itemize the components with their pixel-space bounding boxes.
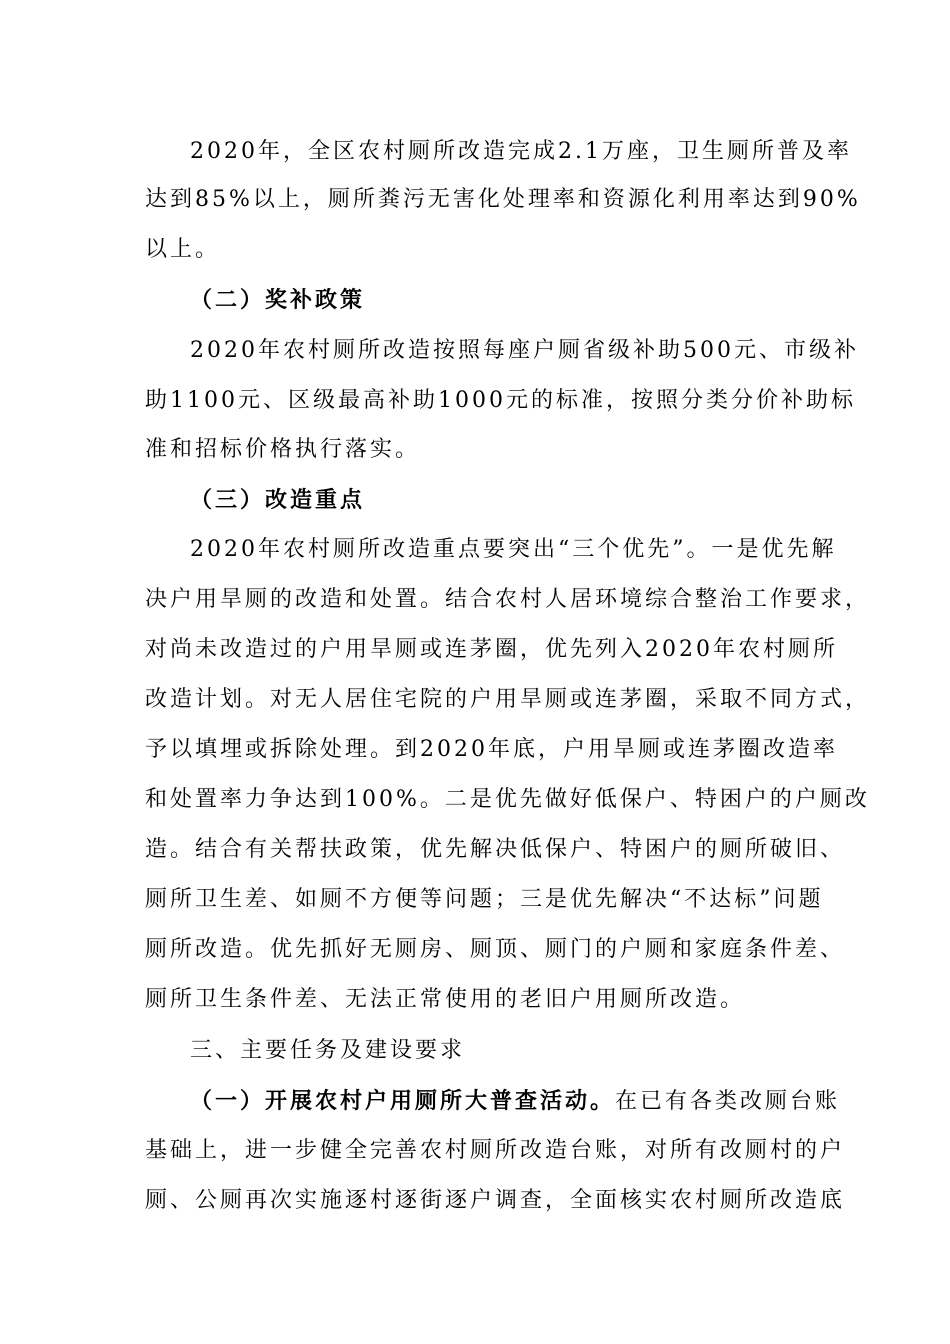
paragraph-line-with-lead [190,1086,841,1117]
paragraph-line: 对尚未改造过的户用旱厕或连茅圈，优先列入2020年农村厕所 [145,637,838,662]
chapter-heading-main-tasks: 三、主要任务及建设要求 [190,1038,466,1063]
section-heading-subsidy-policy: （二）奖补政策 [190,287,366,313]
paragraph-line: 助1100元、区级最高补助1000元的标准，按照分类分价补助标 [145,388,856,413]
paragraph-line: 决户用旱厕的改造和处置。结合农村人居环境综合整治工作要求， [145,587,871,612]
inline-bold-lead: （一）开展农村户用厕所大普查活动。 [190,1088,616,1114]
section-heading-renovation-focus: （三）改造重点 [190,487,366,513]
paragraph-line: 基础上，进一步健全完善农村厕所改造台账，对所有改厕村的户 [145,1138,846,1163]
paragraph-line: 造。结合有关帮扶政策，优先解决低保户、特困户的厕所破旧、 [145,837,846,862]
paragraph-line: 和处置率力争达到100%。二是优先做好低保户、特困户的户厕改 [145,787,870,812]
paragraph-line: 2020年农村厕所改造按照每座户厕省级补助500元、市级补 [190,338,859,363]
paragraph-line: 厕所卫生条件差、无法正常使用的老旧户用厕所改造。 [145,987,746,1012]
paragraph-line: 予以填埋或拆除处理。到2020年底，户用旱厕或连茅圈改造率 [145,737,838,762]
paragraph-line: 厕、公厕再次实施逐村逐街逐户调查，全面核实农村厕所改造底 [145,1188,846,1213]
paragraph-line: 厕所卫生差、如厕不方便等问题；三是优先解决“不达标”问题 [145,887,824,912]
paragraph-line: 2020年，全区农村厕所改造完成2.1万座，卫生厕所普及率 [190,139,852,164]
paragraph-line: 达到85%以上，厕所粪污无害化处理率和资源化利用率达到90% [145,187,861,212]
paragraph-line: 以上。 [145,237,221,262]
paragraph-line: 厕所改造。优先抓好无厕房、厕顶、厕门的户厕和家庭条件差、 [145,937,846,962]
paragraph-line: 改造计划。对无人居住宅院的户用旱厕或连茅圈，采取不同方式， [145,687,871,712]
inline-text: 在已有各类改厕台账 [615,1089,841,1114]
paragraph-line: 准和招标价格执行落实。 [145,437,421,462]
paragraph-line: 2020年农村厕所改造重点要突出“三个优先”。一是优先解 [190,537,837,562]
